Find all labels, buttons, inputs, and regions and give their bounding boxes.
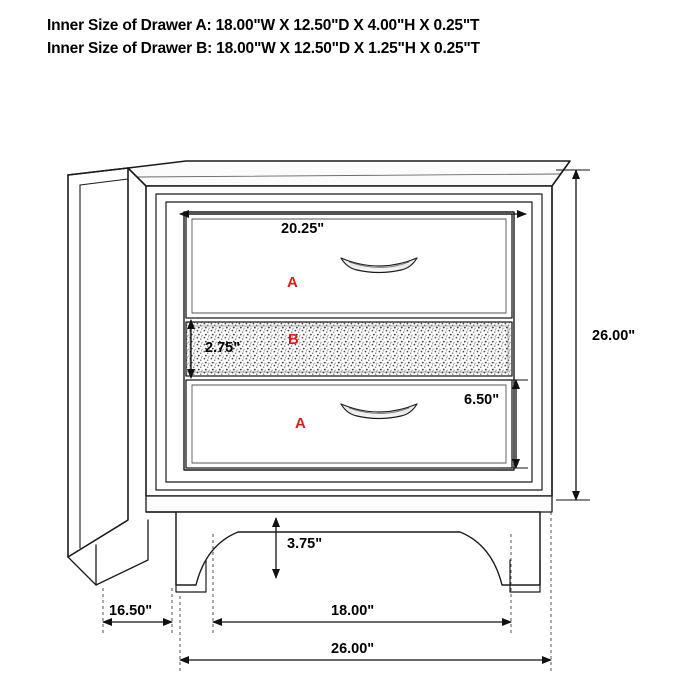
dimension-label-drawer-a-height: 6.50" <box>464 392 500 408</box>
dimension-label-depth: 16.50" <box>109 603 153 619</box>
dimension-label-front-width: 18.00" <box>331 603 375 619</box>
dimension-label-leg-height: 3.75" <box>287 536 323 552</box>
dimension-label-total-height: 26.00" <box>592 328 636 344</box>
dimension-label-total-width: 26.00" <box>331 641 375 657</box>
dimension-label-inner-width: 20.25" <box>281 221 325 237</box>
drawer-label-b: B <box>288 331 299 348</box>
drawer-label-a-top: A <box>287 274 298 291</box>
dimension-label-drawer-b-height: 2.75" <box>205 340 241 356</box>
header-line-1: Inner Size of Drawer A: 18.00"W X 12.50"D X 4.00"H X 0.25"T <box>47 17 480 34</box>
header-line-2: Inner Size of Drawer B: 18.00"W X 12.50"D X 1.25"H X 0.25"T <box>47 40 480 57</box>
drawer-label-a-bottom: A <box>295 415 306 432</box>
